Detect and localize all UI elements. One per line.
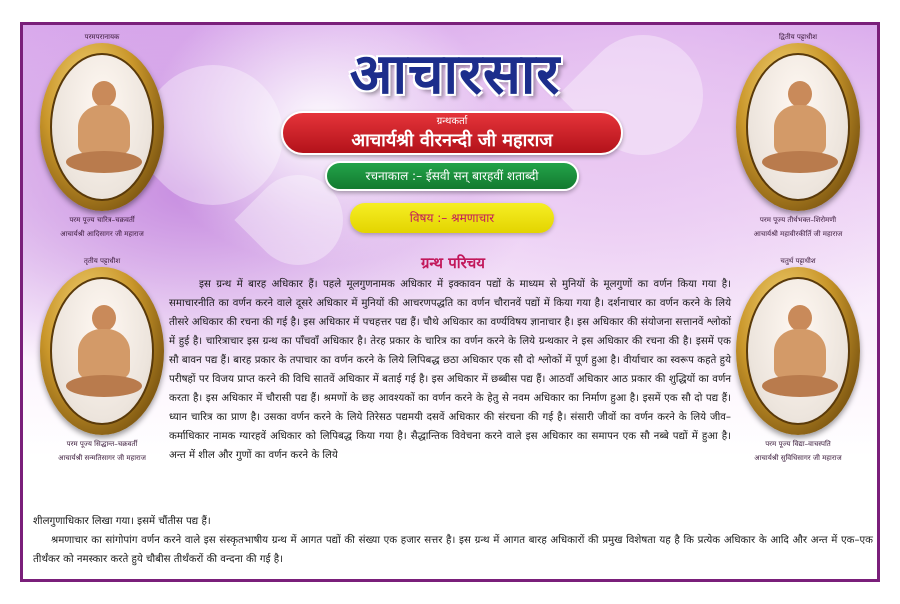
author-name: आचार्यश्री वीरनन्दी जी महाराज <box>351 130 553 151</box>
author-label: ग्रन्थकर्ता <box>436 116 468 127</box>
portrait-title: द्वितीय पट्टाधीश <box>778 33 818 41</box>
portrait-top-left <box>27 31 177 239</box>
portrait-caption: आचार्यश्री आदिसागर जी महाराज <box>60 230 144 238</box>
portrait-mid-right <box>723 255 873 463</box>
intro-paragraph: इस ग्रन्थ में बारह अधिकार हैं। पहले मूलगुणनामक अधिकार में इक्कावन पद्यों के माध्यम से मुनियों के मूलगुणों का वर्णन किया गया है। समाचारनीति का वर्णन करने वाले दूसरे अधिकार में मुनियों की आचरणपद्धति का वर्णन चौरानवें पद्यों में किया गया है। दर्शनाचार का वर्णन करने के लिये तीसरे अधिकार की रचना की गई है। इस अधिकार में पचहत्तर पद्य हैं। चौथे अधिकार का वर्ण्यविषय ज्ञानाचार है। इस अधिकार की संयोजना सत्तानवें श्लोकों में हुई है। चारित्राचार इस ग्रन्थ का पाँचवाँ अधिकार है। तेरह प्रकार के चारित्र का वर्णन करने के लिये ग्रन्थकार ने इस अधिकार की रचना की है। इसमें एक सौ बावन पद्य हैं। बारह प्रकार के तपाचार का वर्णन करने के लिये लिपिबद्ध छठा अधिकार एक सौ दो श्लोकों में पूर्ण हुआ है। वीर्याचार का स्वरूप कहते हुये परीषहों पर विजय प्राप्त करने की विधि सातवें अधिकार में बताई गई है। इस अधिकार में छब्बीस पद्य हैं। आठवाँ अधिकार आठ प्रकार की शुद्धियों का वर्णन करता है। इस अधिकार में चौरासी पद्य हैं। श्रमणों के छह आवश्यकों का वर्णन करने के हेतु से नवम अधिकार का निर्माण हुआ है। इसमें एक सौ दो पद्य हैं। ध्यान चारित्र का प्राण है। उसका वर्णन करने के लिये तिरेसठ पद्यमयी दसवें अधिकार की संरचना की गई है। संसारी जीवों का वर्णन करने के लिये जीव–कर्माधिकार नामक ग्यारहवें अधिकार को लिपिबद्ध किया गया है। सैद्धान्तिक विवेचना करने वाले इस अधिकार का समापन एक सौ नब्बे पद्यों में हुआ है। अन्त में शील और गुणों का वर्णन करने के लिये <box>169 279 732 461</box>
period-banner: रचनाकाल :– ईसवी सन् बारहवीं शताब्दी <box>325 161 579 191</box>
portrait-image <box>746 53 850 201</box>
summary-paragraph: श्रमणाचार का सांगोपांग वर्णन करने वाले इस संस्कृतभाषीय ग्रन्थ में आगत पद्यों की संख्या एक हजार सत्तर है। इस ग्रन्थ में आगत बारह अधिकारों की प्रमुख विशेषता यह है कि प्रत्येक अधिकार के आदि और अन्त में एक–एक तीर्थंकर को नमस्कार करते हुये चौबीस तीर्थंकरों की वन्दना की गई है। <box>33 535 873 565</box>
poster <box>20 22 880 582</box>
portrait-caption: आचार्यश्री सुविधिसागर जी महाराज <box>754 454 842 462</box>
portrait-caption: परम पूज्य विद्या–वाचस्पति <box>765 440 831 448</box>
portrait-caption: परम पूज्य चारित्र–चक्रवर्ती <box>69 216 135 224</box>
portrait-top-right <box>723 31 873 239</box>
portrait-image <box>50 277 154 425</box>
subject-banner: विषय :– श्रमणाचार <box>350 203 554 233</box>
intro-paragraph-tail: शीलगुणाधिकार लिखा गया। इसमें चौंतीस पद्य हैं। <box>33 516 211 527</box>
portrait-caption: आचार्यश्री महावीरकीर्ति जी महाराज <box>753 230 843 238</box>
portrait-caption: परम पूज्य सिद्धान्त–चक्रवर्ती <box>66 440 138 448</box>
gold-frame <box>736 43 860 211</box>
author-banner <box>281 111 623 155</box>
section-heading: ग्रन्थ परिचय <box>420 254 486 272</box>
portrait-title: तृतीय पट्टाधीश <box>83 257 121 265</box>
portrait-title: चतुर्थ पट्टाधीश <box>780 257 816 265</box>
portrait-image <box>746 277 850 425</box>
portrait-image <box>50 53 154 201</box>
portrait-title: परमपरानायक <box>84 33 120 41</box>
gold-frame <box>40 43 164 211</box>
portrait-caption: आचार्यश्री सन्मतिसागर जी महाराज <box>58 454 146 462</box>
book-title: आचारसार <box>349 42 561 107</box>
gold-frame <box>40 267 164 435</box>
portrait-caption: परम पूज्य तीर्थभक्त–शिरोमणी <box>759 216 837 224</box>
gold-frame <box>736 267 860 435</box>
portrait-mid-left <box>27 255 177 463</box>
